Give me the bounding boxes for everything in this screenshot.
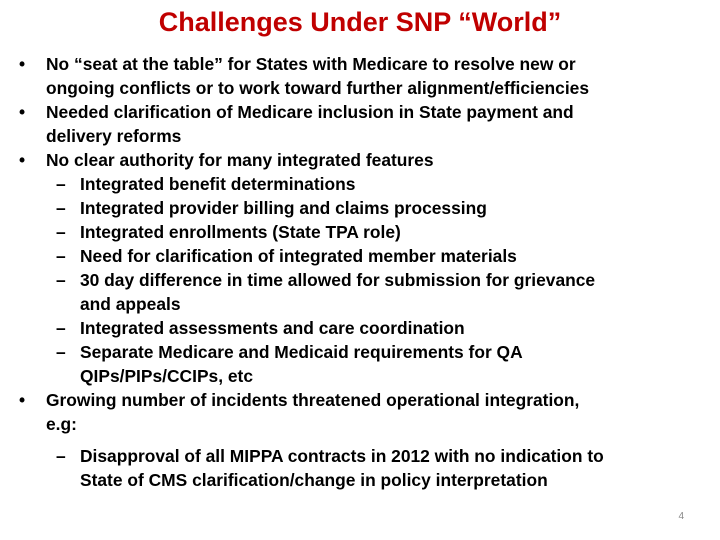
bullet-text: ongoing conflicts or to work toward further alignment/efficiencies (46, 78, 590, 98)
sub-bullet-line (16, 268, 706, 292)
bullet-line (16, 388, 706, 412)
bullet-text: Integrated assessments and care coordination (80, 318, 465, 338)
sub-bullet-line (16, 316, 706, 340)
bullet-line (16, 100, 706, 124)
sub-bullet-line (16, 244, 706, 268)
dash-marker: – (56, 198, 66, 218)
sub-bullet-line (16, 292, 706, 316)
bullet-marker: • (19, 54, 26, 74)
bullet-text: Growing number of incidents threatened operational integration, (46, 390, 580, 410)
bullet-text: Needed clarification of Medicare inclusion in State payment and (46, 102, 574, 122)
sub-bullet-line (16, 172, 706, 196)
sub-bullet-line (16, 196, 706, 220)
page-number: 4 (678, 511, 684, 522)
bullet-line (16, 412, 706, 436)
dash-marker: – (56, 270, 66, 290)
sub-bullet-line (16, 340, 706, 364)
bullet-text: No clear authority for many integrated features (46, 150, 434, 170)
bullet-marker: • (19, 150, 26, 170)
bullet-text: Need for clarification of integrated member materials (80, 246, 517, 266)
sub-bullet-line (16, 364, 706, 388)
bullet-text: Integrated benefit determinations (80, 174, 356, 194)
dash-marker: – (56, 342, 66, 362)
bullet-line (16, 76, 706, 100)
sub-bullet-line (16, 468, 706, 492)
dash-marker: – (56, 246, 66, 266)
sub-bullet-line (16, 444, 706, 468)
bullet-text: e.g: (46, 414, 77, 434)
bullet-text: QIPs/PIPs/CCIPs, etc (80, 366, 254, 386)
slide-title: Challenges Under SNP “World” (158, 7, 562, 37)
dash-marker: – (56, 222, 66, 242)
bullet-list (16, 52, 706, 492)
bullet-text: State of CMS clarification/change in policy interpretation (80, 470, 548, 490)
bullet-line (16, 124, 706, 148)
bullet-text: Disapproval of all MIPPA contracts in 2012 with no indication to (80, 446, 604, 466)
bullet-marker: • (19, 102, 26, 122)
dash-marker: – (56, 174, 66, 194)
bullet-text: and appeals (80, 294, 181, 314)
bullet-marker: • (19, 390, 26, 410)
bullet-text: No “seat at the table” for States with Medicare to resolve new or (46, 54, 576, 74)
bullet-text: Integrated enrollments (State TPA role) (80, 222, 401, 242)
bullet-text: Separate Medicare and Medicaid requirements for QA (80, 342, 523, 362)
bullet-text: delivery reforms (46, 126, 182, 146)
bullet-line (16, 52, 706, 76)
bullet-text: Integrated provider billing and claims processing (80, 198, 487, 218)
bullet-line (16, 148, 706, 172)
bullet-text: 30 day difference in time allowed for submission for grievance (80, 270, 596, 290)
sub-bullet-line (16, 220, 706, 244)
dash-marker: – (56, 446, 66, 466)
dash-marker: – (56, 318, 66, 338)
